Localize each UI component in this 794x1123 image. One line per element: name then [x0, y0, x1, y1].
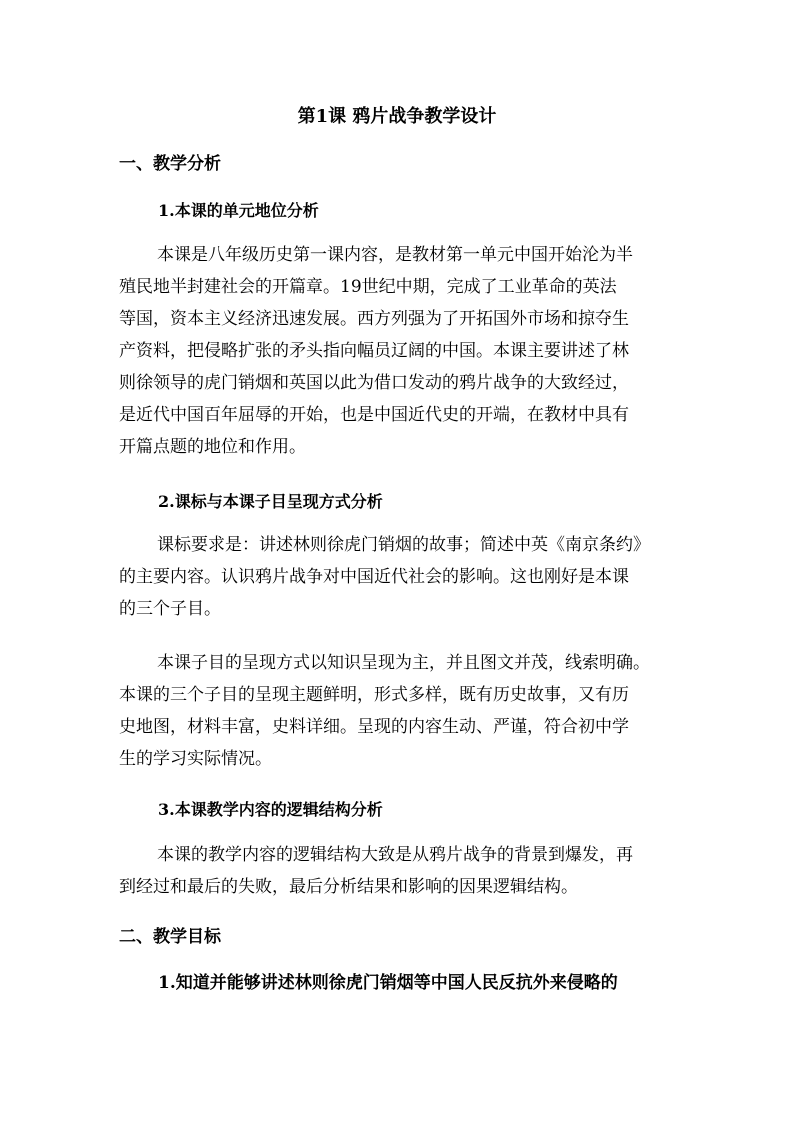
paragraph-logic-structure — [119, 839, 679, 903]
paragraph-line: 的主要内容。认识鸦片战争对中国近代社会的影响。这也刚好是本课 — [119, 567, 629, 587]
subheading-unit-position: 1.本课的单元地位分析 — [158, 201, 319, 220]
paragraph-line: 则徐领导的虎门销烟和英国以此为借口发动的鸦片战争的大致经过， — [119, 373, 629, 393]
paragraph-line: 本课是八年级历史第一课内容，是教材第一单元中国开始沦为半 — [157, 245, 633, 265]
paragraph-line: 生的学习实际情况。 — [119, 749, 272, 769]
paragraph-line: 到经过和最后的失败，最后分析结果和影响的因果逻辑结构。 — [119, 877, 578, 897]
paragraph-unit-position — [119, 239, 679, 463]
paragraph-presentation-method — [119, 647, 679, 775]
paragraph-line: 殖民地半封建社会的开篇章。19世纪中期，完成了工业革命的英法 — [119, 277, 617, 297]
subheading-curriculum-standard: 2.课标与本课子目呈现方式分析 — [158, 492, 383, 511]
document-title: 第1课 鸦片战争教学设计 — [297, 106, 497, 127]
objective-item-1: 1.知道并能够讲述林则徐虎门销烟等中国人民反抗外来侵略的 — [158, 973, 618, 993]
paragraph-curriculum-standard — [119, 529, 679, 625]
paragraph-line: 课标要求是：讲述林则徐虎门销烟的故事；简述中英《南京条约》 — [157, 535, 650, 555]
subheading-logic-structure: 3.本课教学内容的逻辑结构分析 — [158, 800, 383, 819]
paragraph-line: 本课的三个子目的呈现主题鲜明，形式多样，既有历史故事，又有历 — [119, 685, 629, 705]
paragraph-line: 的三个子目。 — [119, 599, 221, 619]
paragraph-line: 产资料，把侵略扩张的矛头指向幅员辽阔的中国。本课主要讲述了林 — [119, 341, 629, 361]
paragraph-line: 是近代中国百年屈辱的开始，也是中国近代史的开端，在教材中具有 — [119, 405, 629, 425]
paragraph-line: 本课的教学内容的逻辑结构大致是从鸦片战争的背景到爆发，再 — [157, 845, 633, 865]
paragraph-line: 史地图，材料丰富，史料详细。呈现的内容生动、严谨，符合初中学 — [119, 717, 629, 737]
paragraph-line: 等国，资本主义经济迅速发展。西方列强为了开拓国外市场和掠夺生 — [119, 309, 629, 329]
section-heading-objectives: 二、教学目标 — [119, 927, 221, 947]
paragraph-line: 开篇点题的地位和作用。 — [119, 437, 306, 457]
paragraph-line: 本课子目的呈现方式以知识呈现为主，并且图文并茂，线索明确。 — [157, 653, 650, 673]
section-heading-analysis: 一、教学分析 — [119, 154, 221, 174]
